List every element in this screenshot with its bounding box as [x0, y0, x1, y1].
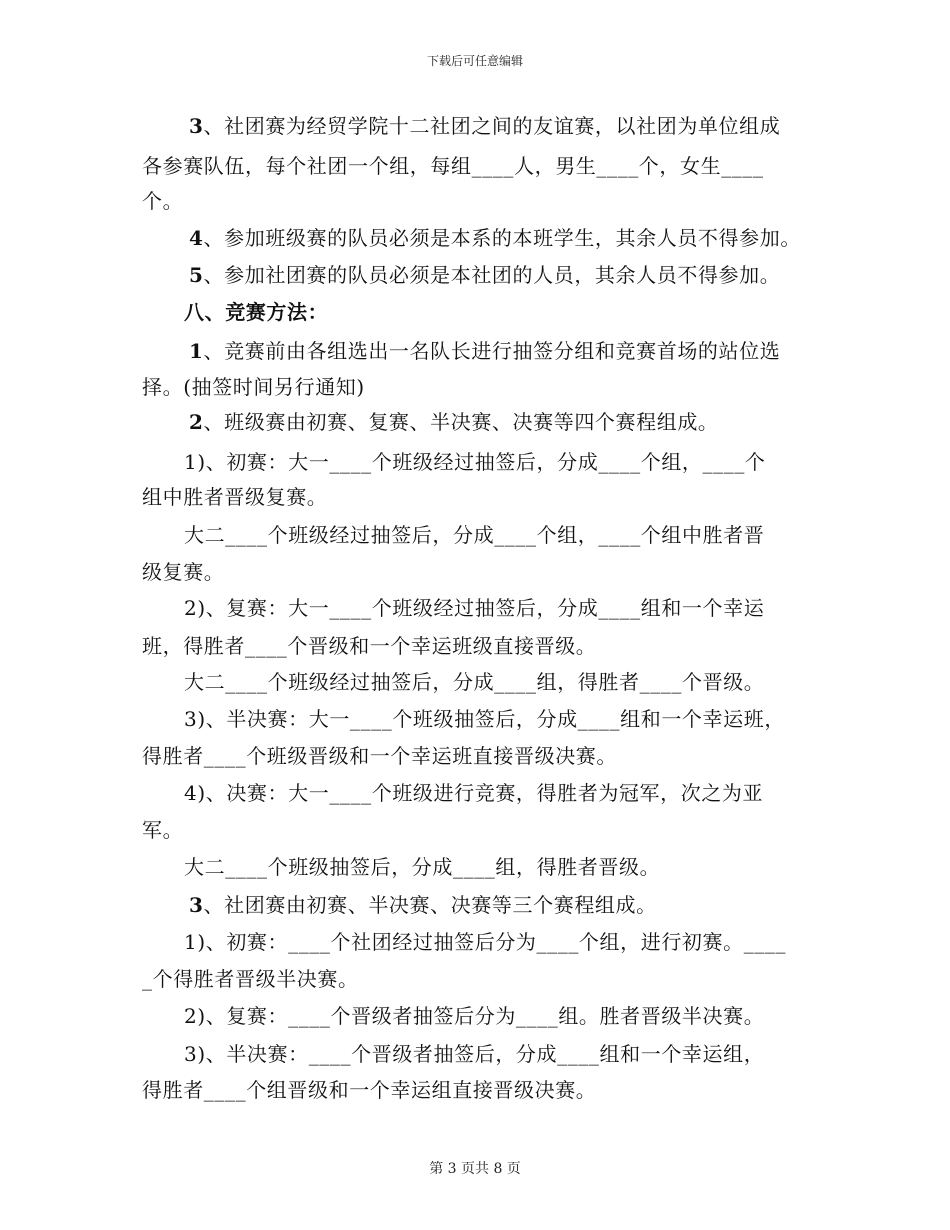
paragraph-3-line-2: 各参赛队伍，每个社团一个组，每组____人，男生____个，女生____: [142, 154, 764, 178]
method-1-line-2: 择。(抽签时间另行通知): [142, 375, 365, 399]
class-second-round-sophomore: 大二____个班级经过抽签后，分成____组，得胜者____个晋级。: [184, 670, 765, 694]
class-second-round-line-1: 2)、复赛：大一____个班级经过抽签后，分成____组和一个幸运: [184, 596, 765, 620]
method-2: 2、班级赛由初赛、复赛、半决赛、决赛等四个赛程组成。: [189, 410, 719, 434]
club-semifinal-line-1: 3)、半决赛：____个晋级者抽签后，分成____组和一个幸运组，: [184, 1042, 765, 1066]
paragraph-3-line-3: 个。: [142, 189, 184, 213]
class-final-sophomore: 大二____个班级抽签后，分成____组，得胜者晋级。: [184, 855, 661, 879]
page-header: 下载后可任意编辑: [426, 54, 523, 68]
club-method-3: 3、社团赛由初赛、半决赛、决赛等三个赛程组成。: [189, 893, 657, 917]
class-second-round-line-2: 班，得胜者____个晋级和一个幸运班级直接晋级。: [142, 634, 597, 658]
class-prelim-line-2: 组中胜者晋级复赛。: [142, 485, 328, 509]
paragraph-5: 5、参加社团赛的队员必须是本社团的人员，其余人员不得参加。: [189, 263, 781, 287]
paragraph-4: 4、参加班级赛的队员必须是本系的本班学生，其余人员不得参加。: [189, 226, 801, 250]
class-prelim-sophomore-line-2: 级复赛。: [142, 560, 225, 584]
class-final-line-1: 4)、决赛：大一____个班级进行竞赛，得胜者为冠军，次之为亚: [184, 781, 764, 805]
paragraph-3-line-1: 3、社团赛为经贸学院十二社团之间的友谊赛，以社团为单位组成: [189, 114, 781, 138]
class-semifinal-line-1: 3)、半决赛：大一____个班级抽签后，分成____组和一个幸运班，: [184, 707, 785, 731]
club-prelim-line-1: 1)、初赛：____个社团经过抽签后分为____个组，进行初赛。____: [184, 930, 787, 954]
method-1-line-1: 1、竞赛前由各组选出一名队长进行抽签分组和竞赛首场的站位选: [189, 339, 781, 363]
section-heading: 八、竞赛方法：: [184, 300, 329, 324]
club-prelim-line-2: _个得胜者晋级半决赛。: [142, 967, 359, 991]
club-second-round: 2)、复赛：____个晋级者抽签后分为____组。胜者晋级半决赛。: [184, 1004, 765, 1028]
club-semifinal-line-2: 得胜者____个组晋级和一个幸运组直接晋级决赛。: [142, 1078, 597, 1102]
class-prelim-sophomore-line-1: 大二____个班级经过抽签后，分成____个组，____个组中胜者晋: [184, 523, 765, 547]
class-prelim-line-1: 1)、初赛：大一____个班级经过抽签后，分成____个组，____个: [184, 450, 766, 474]
page-footer: 第 3 页共 8 页: [429, 1161, 521, 1177]
class-semifinal-line-2: 得胜者____个班级晋级和一个幸运班直接晋级决赛。: [142, 744, 617, 768]
class-final-line-2: 军。: [142, 818, 184, 842]
